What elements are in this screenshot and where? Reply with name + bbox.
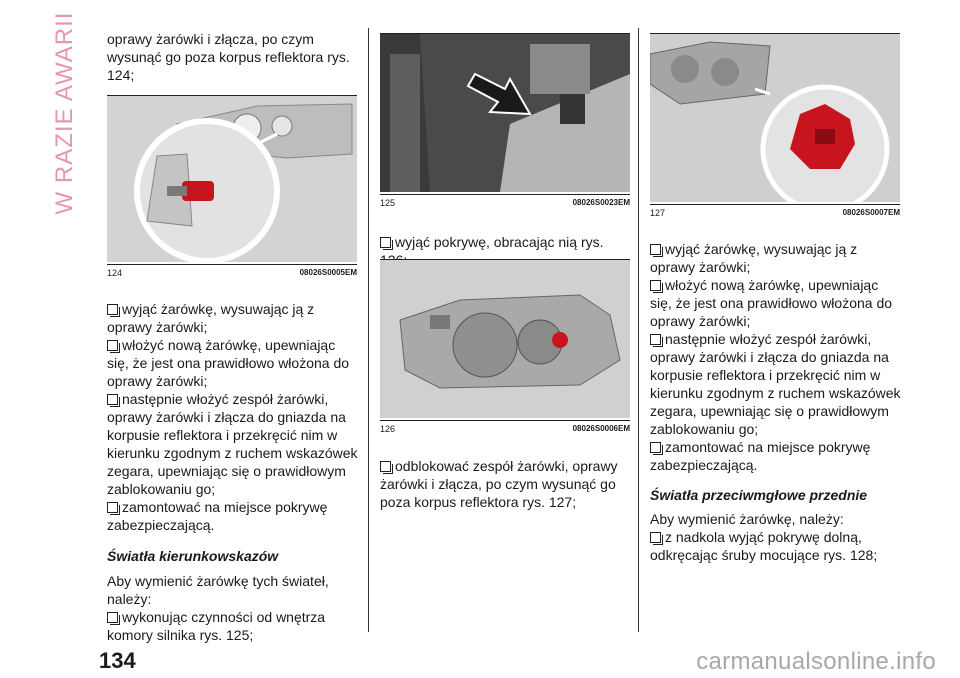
checkbox-icon [650, 442, 661, 453]
figure-number: 127 [650, 208, 666, 218]
checkbox-icon [107, 502, 118, 513]
figure-caption [380, 424, 630, 434]
instruction-item: wykonując czynności od wnętrza komory silnika rys. 125; [107, 609, 326, 643]
instruction-item: następnie włożyć zespół żarówki, oprawy żarówki i złącza do gniazda na korpusie reflektora i przekręcić nim w kierunku zgodnym z ruchem wskazówek zegara, upewniając się o prawidłowym zablokowaniu go; [650, 331, 901, 437]
checkbox-icon [650, 334, 661, 345]
page-number: 134 [99, 648, 136, 673]
instruction-item: wyjąć żarówkę, wysuwając ją z oprawy żarówki; [107, 301, 315, 335]
engine-bay-illustration [380, 34, 630, 192]
column-1-body [107, 300, 359, 644]
section-heading: Światła przeciwmgłowe przednie [650, 487, 868, 503]
column-2-item [380, 457, 632, 511]
figure-code: 08026S0006EM [572, 424, 630, 433]
figure-code: 08026S0023EM [572, 198, 630, 207]
intro-text: oprawy żarówki i złącza, po czym wysunąć go poza korpus reflektora rys. 124; [107, 31, 350, 83]
checkbox-icon [650, 532, 661, 543]
figure-number: 124 [107, 268, 123, 278]
paragraph: Aby wymienić żarówkę tych świateł, należy: [107, 573, 329, 607]
instruction-item: włożyć nową żarówkę, upewniając się, że jest ona prawidłowo włożona do oprawy żarówki; [107, 337, 350, 389]
figure-caption [650, 208, 900, 218]
figure-number: 126 [380, 424, 396, 434]
instruction-item: wyjąć pokrywę, obracając nią rys. [380, 233, 632, 269]
headlamp-illustration [650, 34, 900, 202]
figure-124 [107, 96, 357, 262]
instruction-item: zamontować na miejsce pokrywę zabezpieczającą. [650, 439, 871, 473]
section-title: W RAZIE AWARII [51, 11, 78, 215]
figure-number: 125 [380, 198, 396, 208]
instruction-item: z nadkola wyjąć pokrywę dolną, odkręcając śruby mocujące rys. 128; [650, 529, 878, 563]
figure-rule [380, 194, 630, 195]
paragraph: Aby wymienić żarówkę, należy: [650, 511, 844, 527]
figure-125 [380, 34, 630, 192]
checkbox-icon [107, 612, 118, 623]
headlamp-illustration [380, 260, 630, 418]
instruction-item: zamontować na miejsce pokrywę zabezpieczającą. [107, 499, 328, 533]
figure-caption [380, 198, 630, 208]
column-divider [638, 28, 639, 632]
instruction-item: włożyć nową żarówkę, upewniając się, że jest ona prawidłowo włożona do oprawy żarówki; [650, 277, 893, 329]
figure-rule [650, 204, 900, 205]
figure-code: 08026S0007EM [842, 208, 900, 217]
column-divider [368, 28, 369, 632]
checkbox-icon [107, 304, 118, 315]
checkbox-icon [650, 244, 661, 255]
figure-caption [107, 268, 357, 278]
checkbox-icon [380, 461, 391, 472]
checkbox-icon [380, 237, 391, 248]
checkbox-icon [107, 394, 118, 405]
instruction-item: odblokować zespół żarówki, oprawy żarówki i złącza, po czym wysunąć go poza korpus reflektora rys. 127; [380, 458, 618, 510]
figure-code: 08026S0005EM [299, 268, 357, 277]
headlamp-illustration [107, 96, 357, 262]
watermark: carmanualsonline.info [696, 648, 936, 675]
figure-127 [650, 34, 900, 202]
checkbox-icon [107, 340, 118, 351]
column-1 [107, 30, 357, 84]
section-heading: Światła kierunkowskazów [107, 548, 279, 564]
instruction-item: następnie włożyć zespół żarówki, oprawy żarówki i złącza do gniazda na korpusie reflektora i przekręcić nim w kierunku zgodnym z ruchem wskazówek zegara, upewniając się o prawidłowym zablokowaniu go; [107, 391, 358, 497]
column-3-body [650, 240, 902, 564]
figure-126 [380, 260, 630, 418]
checkbox-icon [650, 280, 661, 291]
figure-rule [380, 420, 630, 421]
figure-rule [107, 264, 357, 265]
instruction-item: wyjąć żarówkę, wysuwając ją z oprawy żarówki; [650, 241, 858, 275]
